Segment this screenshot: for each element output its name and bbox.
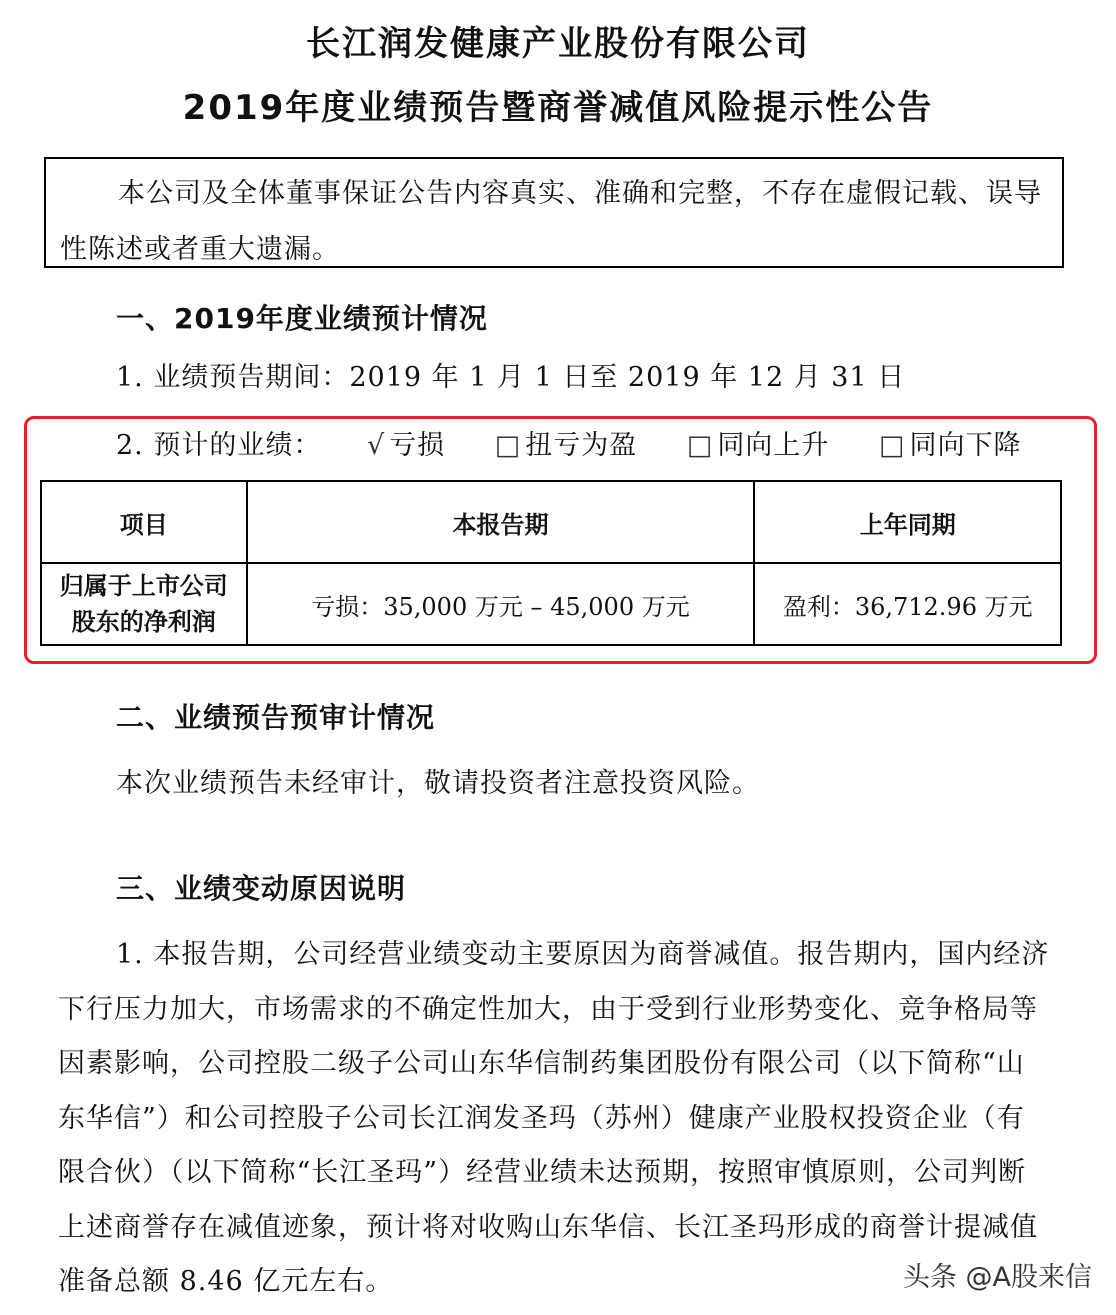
reason-paragraph <box>58 928 1058 1310</box>
paragraph-line: 1. 本报告期，公司经营业绩变动主要原因为商誉减值。报告期内，国内经济 <box>116 939 1050 970</box>
section-2-heading: 二、业绩预告预审计情况 <box>116 701 436 734</box>
row-label-line-2: 股东的净利润 <box>71 608 216 636</box>
option-label: 同向下降 <box>909 430 1022 461</box>
header-prior-period: 上年同期 <box>754 481 1061 563</box>
company-title: 长江润发健康产业股份有限公司 <box>306 24 810 64</box>
row-label-net-profit <box>41 563 247 645</box>
paragraph-line: 因素影响，公司控股二级子公司山东华信制药集团股份有限公司（以下简称“山 <box>58 1048 1025 1079</box>
audit-note: 本次业绩预告未经审计，敬请投资者注意投资风险。 <box>116 768 760 799</box>
performance-table <box>40 480 1062 646</box>
option-decrease <box>879 430 1042 461</box>
header-current-period: 本报告期 <box>247 481 755 563</box>
current-period-value: 亏损：35,000 万元 – 45,000 万元 <box>247 563 755 645</box>
disclaimer-box <box>44 157 1064 268</box>
expected-results-label: 2. 预计的业绩： <box>116 430 322 461</box>
section-3-heading: 三、业绩变动原因说明 <box>116 872 407 905</box>
paragraph-line: 东华信”）和公司控股子公司长江润发圣玛（苏州）健康产业股权投资企业（有 <box>58 1102 1025 1134</box>
header-item: 项目 <box>41 481 247 563</box>
option-increase <box>687 430 850 461</box>
row-label-line-1: 归属于上市公司 <box>59 572 228 600</box>
watermark: 头条 @A股来信 <box>902 1262 1092 1293</box>
option-label: 亏损 <box>389 430 446 461</box>
table-row <box>41 563 1061 645</box>
option-label: 扭亏为盈 <box>525 430 638 461</box>
option-label: 同向上升 <box>717 430 830 461</box>
paragraph-line: 准备总额 8.46 亿元左右。 <box>58 1266 394 1297</box>
expected-results-row <box>116 428 1061 464</box>
forecast-period: 1. 业绩预告期间：2019 年 1 月 1 日至 2019 年 12 月 31 日 <box>116 362 906 393</box>
disclaimer-line-1: 本公司及全体董事保证公告内容真实、准确和完整，不存在虚假记载、误导 <box>118 178 1042 209</box>
disclaimer-line-2: 性陈述或者重大遗漏。 <box>60 234 340 265</box>
option-loss <box>367 430 465 461</box>
section-1-heading: 一、2019年度业绩预计情况 <box>116 302 488 335</box>
check-mark-icon: √ <box>366 430 386 461</box>
announcement-title: 2019年度业绩预告暨商誉减值风险提示性公告 <box>182 88 934 128</box>
paragraph-line: 上述商誉存在减值迹象，预计将对收购山东华信、长江圣玛形成的商誉计提减值 <box>58 1211 1038 1243</box>
checkbox-empty-icon: □ <box>878 430 906 461</box>
checkbox-empty-icon: □ <box>686 430 714 461</box>
option-turnaround <box>495 430 658 461</box>
checkbox-empty-icon: □ <box>494 430 522 461</box>
paragraph-line: 下行压力加大，市场需求的不确定性加大，由于受到行业形势变化、竞争格局等 <box>58 993 1038 1025</box>
paragraph-line: 限合伙）（以下简称“长江圣玛”）经营业绩未达预期，按照审慎原则，公司判断 <box>58 1157 1027 1188</box>
prior-period-value: 盈利：36,712.96 万元 <box>754 563 1061 645</box>
table-header-row <box>41 481 1061 563</box>
